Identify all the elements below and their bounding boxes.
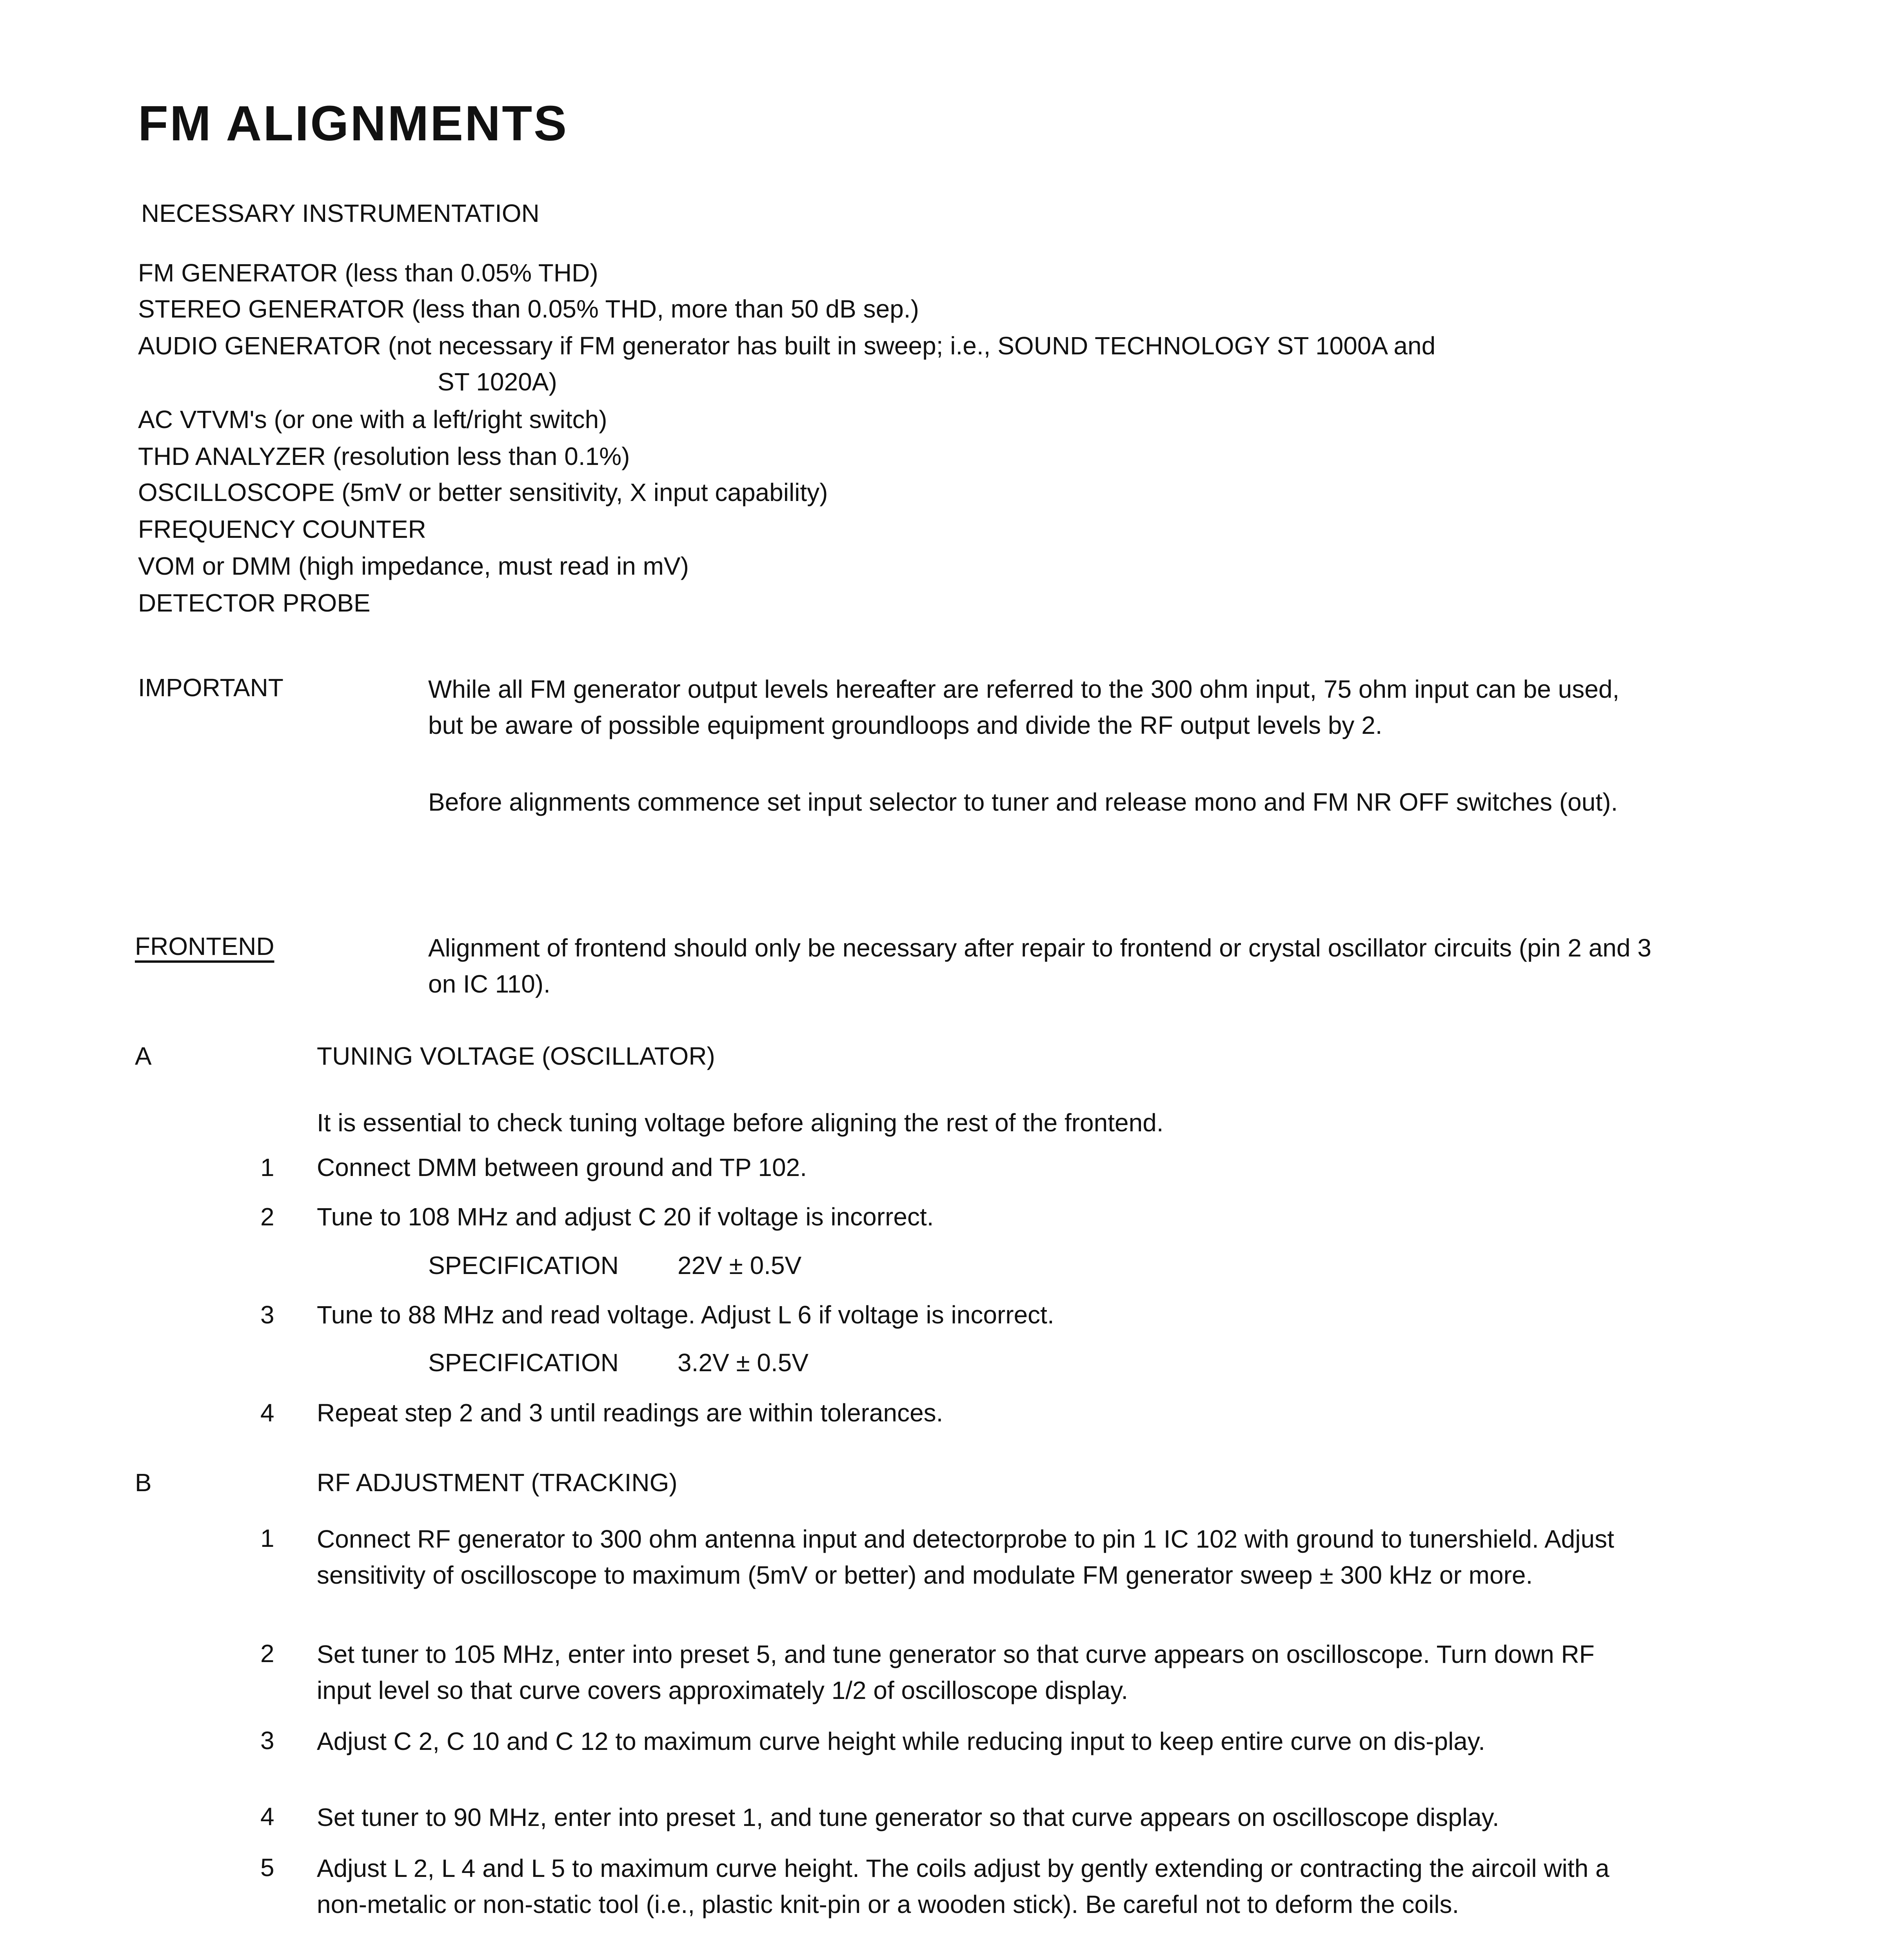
instrumentation-heading: NECESSARY INSTRUMENTATION: [141, 199, 540, 227]
step-text: Tune to 108 MHz and adjust C 20 if voltage is incorrect.: [317, 1203, 934, 1231]
important-paragraph: Before alignments commence set input selector to tuner and release mono and FM NR OFF switches (out).: [428, 788, 1618, 816]
instrument-item: FREQUENCY COUNTER: [138, 515, 426, 543]
spec-value: 3.2V ± 0.5V: [678, 1348, 808, 1377]
step-text: Connect RF generator to 300 ohm antenna input and detectorprobe to pin 1 IC 102 with ground to tunershield. Adjust sensitivity of oscilloscope to maximum (5mV or better) and modulate FM generator sweep ± 300 kHz or more.: [317, 1525, 1614, 1589]
section-letter: B: [135, 1468, 152, 1497]
instrument-item: THD ANALYZER (resolution less than 0.1%): [138, 442, 630, 470]
step-text: Adjust C 2, C 10 and C 12 to maximum curve height while reducing input to keep entire curve on dis-play.: [317, 1727, 1485, 1755]
step-text: Adjust L 2, L 4 and L 5 to maximum curve height. The coils adjust by gently extending or contracting the aircoil with a non-metalic or non-static tool (i.e., plastic knit-pin or a wooden stick). Be careful not to deform the coils.: [317, 1854, 1610, 1918]
step-text: Tune to 88 MHz and read voltage. Adjust L 6 if voltage is incorrect.: [317, 1301, 1054, 1329]
step-text: Set tuner to 90 MHz, enter into preset 1, and tune generator so that curve appears on oscilloscope display.: [317, 1803, 1499, 1831]
instrument-item: DETECTOR PROBE: [138, 589, 371, 617]
instrument-item: STEREO GENERATOR (less than 0.05% THD, more than 50 dB sep.): [138, 295, 919, 323]
important-paragraph: While all FM generator output levels hereafter are referred to the 300 ohm input, 75 ohm input can be used, but be aware of possible equipment groundloops and divide the RF output levels by 2.: [428, 675, 1620, 739]
instrument-item: OSCILLOSCOPE (5mV or better sensitivity, X input capability): [138, 478, 828, 506]
section-title: RF ADJUSTMENT (TRACKING): [317, 1468, 678, 1497]
instrument-item: AC VTVM's (or one with a left/right switch): [138, 405, 607, 434]
section-letter: A: [135, 1042, 152, 1070]
step-number: 3: [260, 1726, 274, 1755]
step-number: 3: [260, 1301, 274, 1329]
instrument-item: AUDIO GENERATOR (not necessary if FM generator has built in sweep; i.e., SOUND TECHNOLOGY ST 1000A and: [138, 332, 1436, 360]
step-number: 4: [260, 1802, 274, 1831]
spec-label: SPECIFICATION: [428, 1251, 619, 1279]
step-number: 1: [260, 1153, 274, 1181]
step-number: 2: [260, 1639, 274, 1668]
step-number: 5: [260, 1853, 274, 1882]
step-number: 1: [260, 1524, 274, 1552]
page-title: FM ALIGNMENTS: [138, 96, 569, 151]
frontend-paragraph: Alignment of frontend should only be necessary after repair to frontend or crystal oscillator circuits (pin 2 and 3 on IC 110).: [428, 934, 1651, 998]
step-text: Connect DMM between ground and TP 102.: [317, 1153, 807, 1181]
instrument-item: VOM or DMM (high impedance, must read in mV): [138, 552, 689, 580]
instrument-item: ST 1020A): [438, 368, 557, 396]
instrument-item: FM GENERATOR (less than 0.05% THD): [138, 259, 598, 287]
important-label: IMPORTANT: [138, 673, 283, 702]
step-number: 2: [260, 1203, 274, 1231]
step-text: Set tuner to 105 MHz, enter into preset 5, and tune generator so that curve appears on oscilloscope. Turn down RF input level so that curve covers approximately 1/2 of oscilloscope display.: [317, 1640, 1595, 1704]
spec-value: 22V ± 0.5V: [678, 1251, 802, 1279]
frontend-label: FRONTEND: [135, 932, 274, 960]
step-number: 4: [260, 1399, 274, 1427]
step-text: Repeat step 2 and 3 until readings are within tolerances.: [317, 1399, 943, 1427]
spec-label: SPECIFICATION: [428, 1348, 619, 1377]
section-intro: It is essential to check tuning voltage before aligning the rest of the frontend.: [317, 1109, 1164, 1137]
section-title: TUNING VOLTAGE (OSCILLATOR): [317, 1042, 715, 1070]
